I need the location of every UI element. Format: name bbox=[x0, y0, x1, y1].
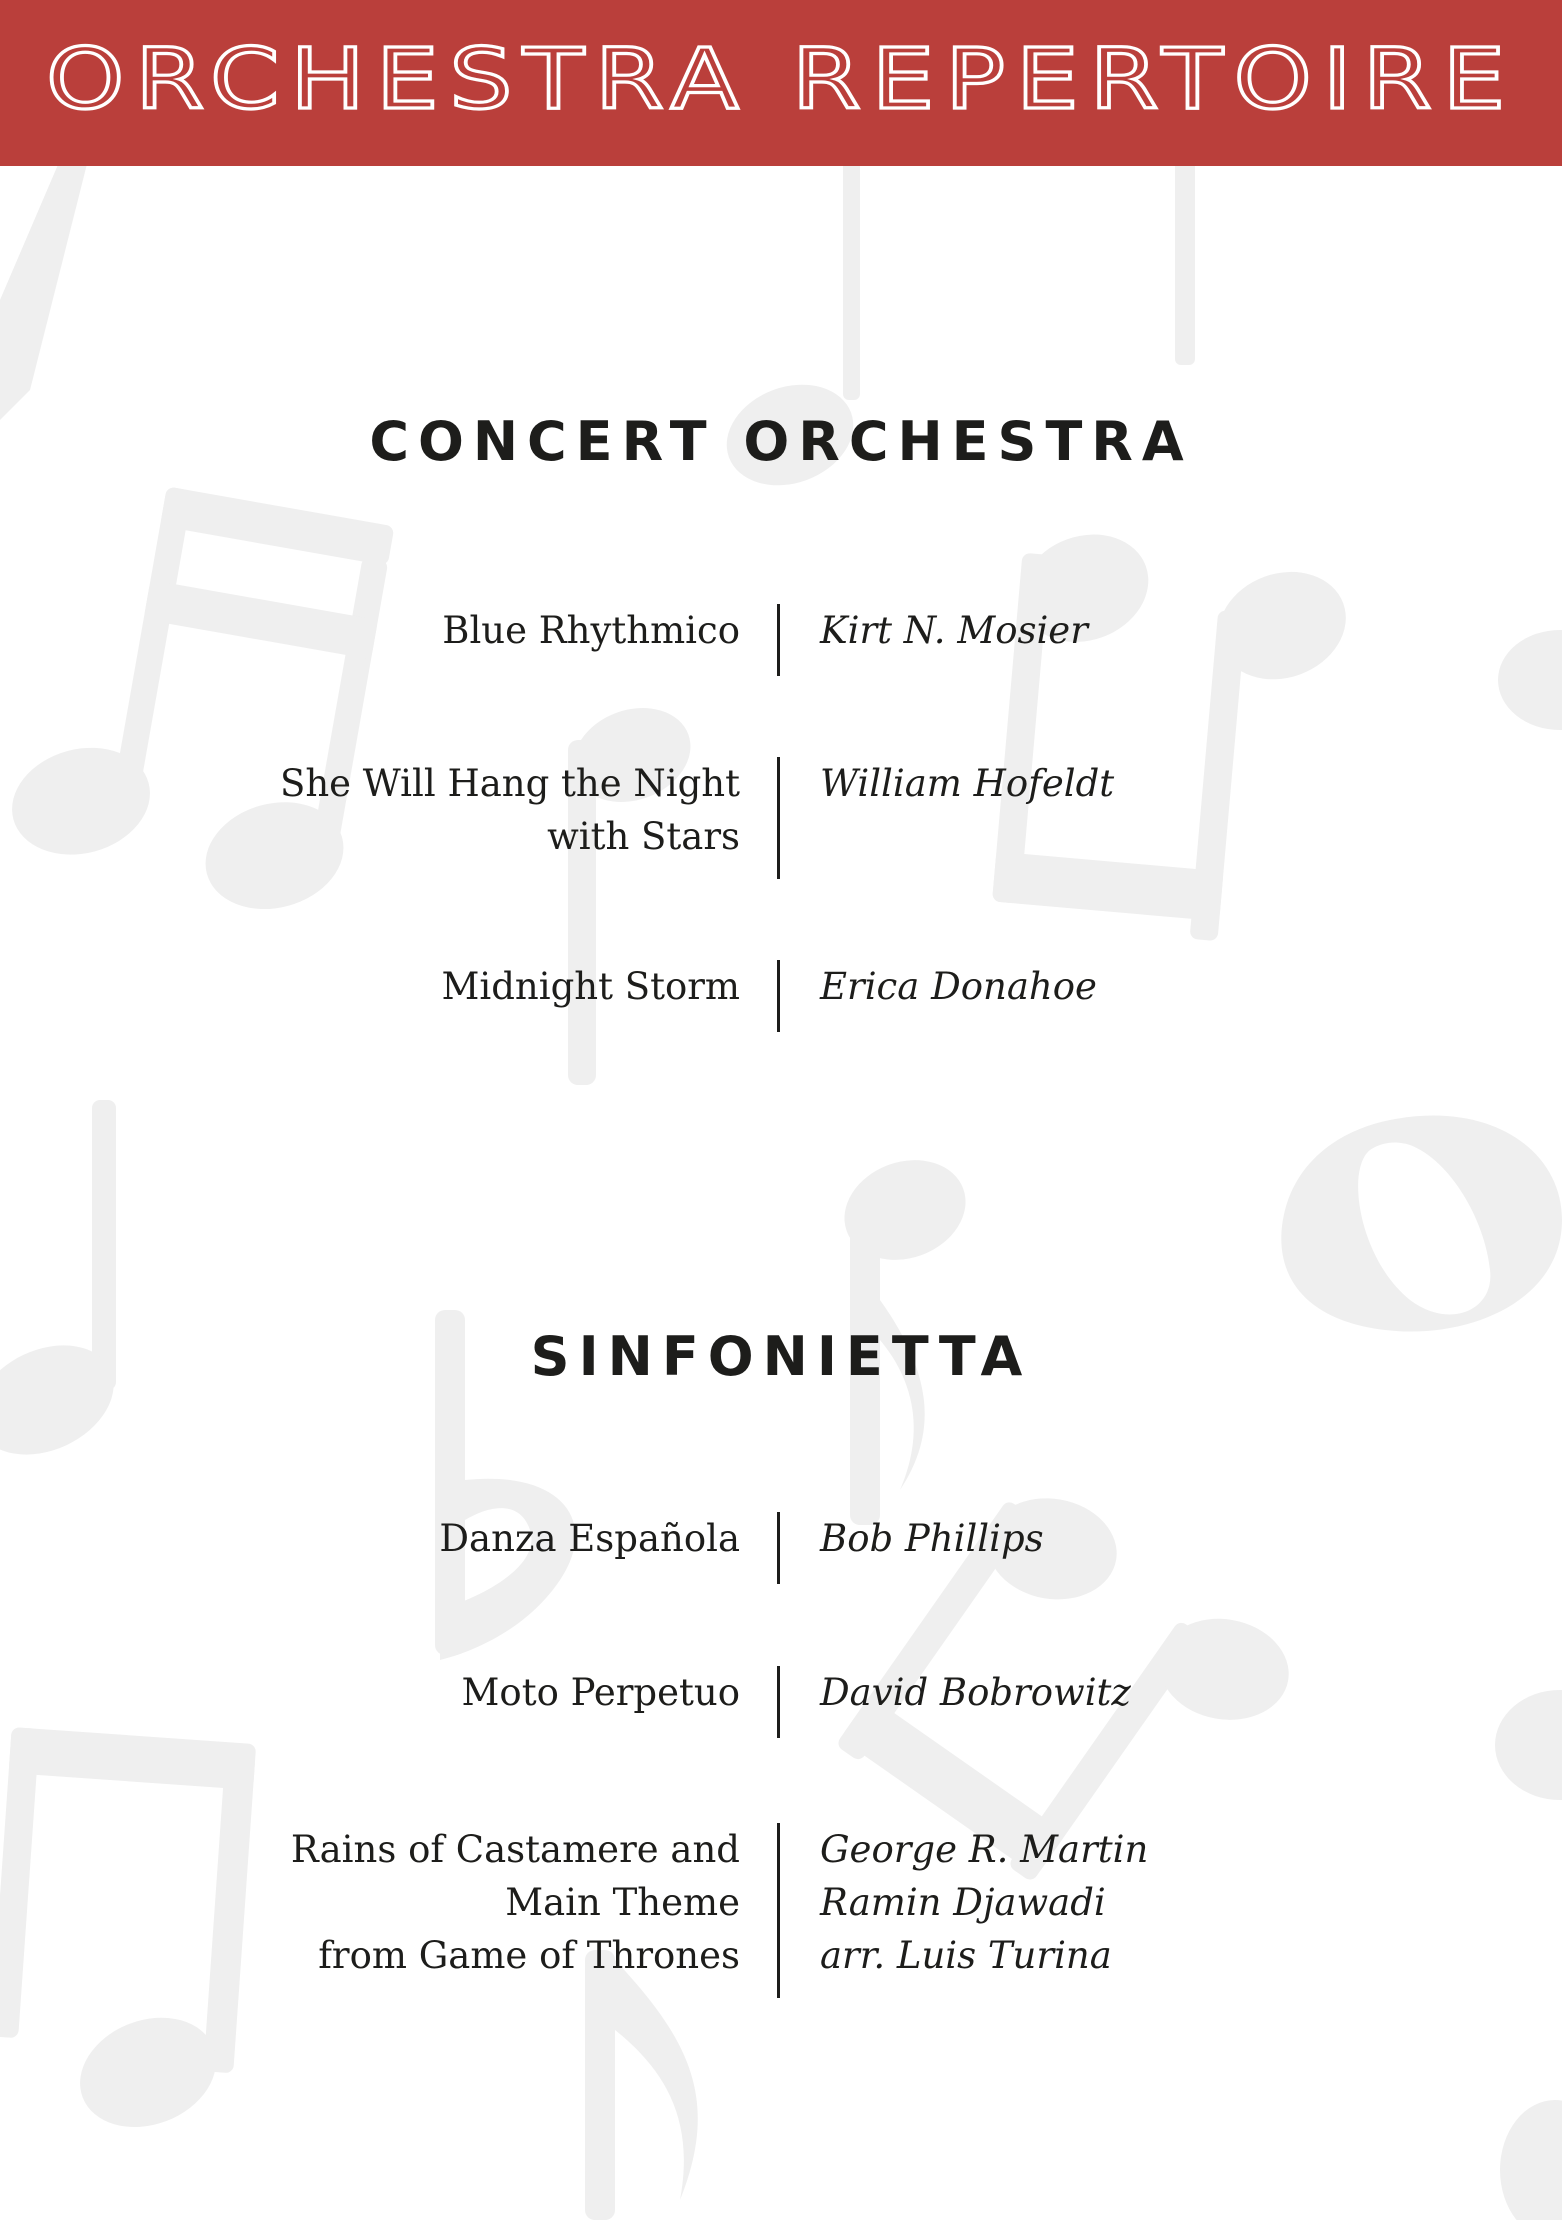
music-note-icon bbox=[1498, 630, 1562, 730]
composer-name bbox=[820, 1512, 1320, 1565]
composer-name bbox=[820, 757, 1320, 810]
piece-title bbox=[220, 757, 740, 863]
piece-title-line: Rains of Castamere and bbox=[290, 1828, 740, 1871]
divider-line bbox=[777, 604, 780, 676]
divider-line bbox=[777, 960, 780, 1032]
composer-name-line: Erica Donahoe bbox=[820, 965, 1097, 1008]
piece-title-line: Moto Perpetuo bbox=[461, 1671, 740, 1714]
piece-title-line: She Will Hang the Night bbox=[279, 762, 740, 805]
piece-title bbox=[220, 1666, 740, 1719]
piece-title bbox=[220, 1512, 740, 1565]
piece-title bbox=[220, 960, 740, 1013]
music-note-icon bbox=[0, 1100, 131, 1476]
composer-name bbox=[820, 604, 1320, 657]
music-note-icon bbox=[0, 160, 88, 420]
piece-title-line: Midnight Storm bbox=[441, 965, 740, 1008]
page-title: ORCHESTRA REPERTOIRE bbox=[46, 30, 1516, 128]
header-title-graphic bbox=[0, 0, 1562, 166]
music-note-icon bbox=[585, 1950, 698, 2220]
piece-title-line: Blue Rhythmico bbox=[442, 609, 740, 652]
composer-name bbox=[820, 1666, 1320, 1719]
divider-line bbox=[777, 1823, 780, 1998]
divider-line bbox=[777, 757, 780, 879]
piece-title-line: with Stars bbox=[547, 815, 740, 858]
section-title-sinfonietta: SINFONIETTA bbox=[530, 1325, 1032, 1388]
composer-name-line: Ramin Djawadi bbox=[820, 1881, 1106, 1924]
piece-title-line: Main Theme bbox=[505, 1881, 740, 1924]
composer-name-line: George R. Martin bbox=[820, 1828, 1149, 1871]
composer-name-line: arr. Luis Turina bbox=[820, 1934, 1112, 1977]
divider-line bbox=[777, 1666, 780, 1738]
piece-title bbox=[220, 1823, 740, 1982]
composer-name bbox=[820, 960, 1320, 1013]
composer-name-line: Kirt N. Mosier bbox=[820, 609, 1088, 652]
music-note-icon bbox=[1175, 160, 1195, 365]
music-note-icon bbox=[1500, 2100, 1562, 2220]
divider-line bbox=[777, 1512, 780, 1584]
beamed-notes-icon bbox=[0, 466, 419, 946]
composer-name bbox=[820, 1823, 1320, 1982]
piece-title bbox=[220, 604, 740, 657]
header-banner bbox=[0, 0, 1562, 166]
piece-title-line: from Game of Thrones bbox=[318, 1934, 740, 1977]
beamed-notes-icon bbox=[0, 1727, 257, 2155]
composer-name-line: William Hofeldt bbox=[820, 762, 1115, 805]
whole-note-icon bbox=[1281, 1116, 1562, 1332]
composer-name-line: David Bobrowitz bbox=[820, 1671, 1131, 1714]
piece-title-line: Danza Española bbox=[439, 1517, 740, 1560]
beamed-notes-icon bbox=[974, 507, 1371, 952]
music-note-icon bbox=[560, 692, 704, 1085]
section-title-concert-orchestra: CONCERT ORCHESTRA bbox=[369, 410, 1193, 473]
composer-name-line: Bob Phillips bbox=[820, 1517, 1044, 1560]
music-note-icon bbox=[1495, 1690, 1562, 1800]
